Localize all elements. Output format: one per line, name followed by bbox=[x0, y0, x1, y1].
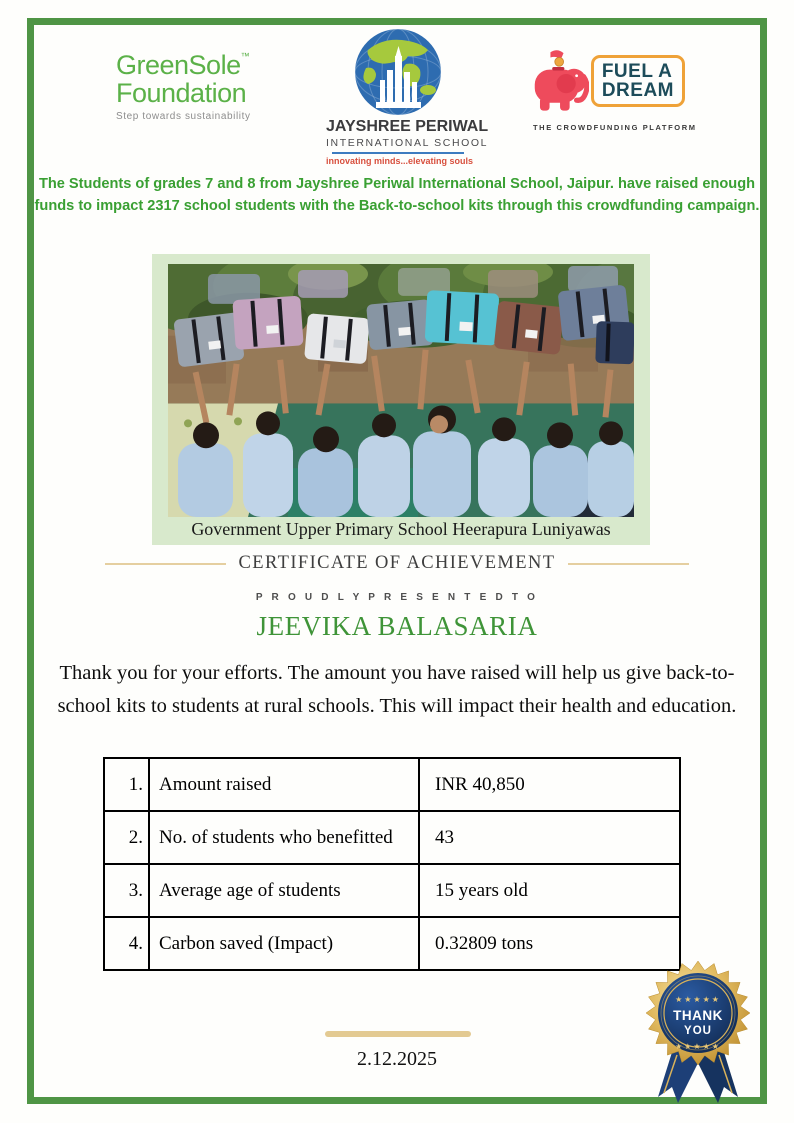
row-value: 15 years old bbox=[419, 864, 680, 917]
badge-text-you: YOU bbox=[684, 1025, 712, 1037]
fueladream-line1: FUEL A bbox=[601, 61, 673, 82]
table-row bbox=[104, 758, 680, 811]
row-label: Carbon saved (Impact) bbox=[149, 917, 419, 970]
impact-statement-line2: funds to impact 2317 school students with the Back-to-school kits through this crowdfunding campaign. bbox=[34, 198, 760, 214]
thank-you-badge bbox=[624, 953, 772, 1103]
fueladream-logo bbox=[533, 44, 697, 132]
thank-you-line2: school kits to students at rural schools. This will impact their health and education. bbox=[57, 695, 737, 717]
jpis-name-line2: INTERNATIONAL SCHOOL bbox=[326, 137, 489, 149]
greensole-name-text: GreenSole bbox=[116, 50, 241, 80]
greensole-tagline: Step towards sustainability bbox=[116, 111, 251, 122]
greensole-logo bbox=[116, 52, 251, 122]
fueladream-elephant-icon bbox=[533, 44, 589, 118]
fueladream-line2: DREAM bbox=[601, 80, 674, 101]
fueladream-wordmark bbox=[591, 55, 685, 107]
fueladream-tagline: THE CROWDFUNDING PLATFORM bbox=[533, 123, 697, 132]
row-value: 43 bbox=[419, 811, 680, 864]
row-label: Average age of students bbox=[149, 864, 419, 917]
jpis-globe-icon bbox=[350, 28, 446, 116]
row-number: 2. bbox=[104, 811, 149, 864]
row-value: INR 40,850 bbox=[419, 758, 680, 811]
badge-stars-bottom: ★★★★★ bbox=[675, 1042, 721, 1051]
thank-you-badge-icon bbox=[624, 953, 772, 1103]
thank-you-message bbox=[25, 657, 769, 723]
school-photo bbox=[168, 264, 634, 517]
campaign-impact-statement bbox=[30, 173, 764, 217]
jpis-divider bbox=[332, 152, 464, 154]
table-row bbox=[104, 864, 680, 917]
title-rule-right bbox=[568, 563, 689, 565]
presented-to-label: P R O U D L Y P R E S E N T E D T O bbox=[255, 592, 539, 603]
certificate-date: 2.12.2025 bbox=[357, 1048, 437, 1070]
jpis-name-line1: JAYSHREE PERIWAL bbox=[326, 118, 489, 135]
badge-text-thank: THANK bbox=[673, 1008, 723, 1023]
greensole-foundation-text: Foundation bbox=[116, 78, 247, 108]
greensole-name bbox=[116, 52, 251, 79]
row-number: 3. bbox=[104, 864, 149, 917]
date-rule bbox=[325, 1031, 471, 1037]
jpis-tagline: innovating minds...elevating souls bbox=[326, 156, 474, 166]
photo-caption: Government Upper Primary School Heerapura Luniyawas bbox=[191, 519, 611, 539]
jpis-logo bbox=[326, 28, 489, 166]
trademark-symbol: ™ bbox=[240, 51, 250, 61]
recipient-name: JEEVIKA BALASARIA bbox=[256, 611, 538, 641]
table-row bbox=[104, 811, 680, 864]
thank-you-line1: Thank you for your efforts. The amount you have raised will help us give back-to- bbox=[59, 662, 735, 684]
row-label: No. of students who benefitted bbox=[149, 811, 419, 864]
impact-statement-line1: The Students of grades 7 and 8 from Jayshree Periwal International School, Jaipur. have raised enough bbox=[38, 176, 756, 192]
row-number: 1. bbox=[104, 758, 149, 811]
impact-stats-table bbox=[103, 757, 681, 971]
certificate-title-row bbox=[0, 553, 794, 574]
row-value: 0.32809 tons bbox=[419, 917, 680, 970]
row-number: 4. bbox=[104, 917, 149, 970]
badge-stars-top: ★★★★★ bbox=[675, 995, 721, 1004]
table-row bbox=[104, 917, 680, 970]
row-label: Amount raised bbox=[149, 758, 419, 811]
title-rule-left bbox=[105, 563, 226, 565]
school-photo-frame bbox=[152, 254, 650, 545]
certificate-title: CERTIFICATE OF ACHIEVEMENT bbox=[238, 553, 556, 573]
